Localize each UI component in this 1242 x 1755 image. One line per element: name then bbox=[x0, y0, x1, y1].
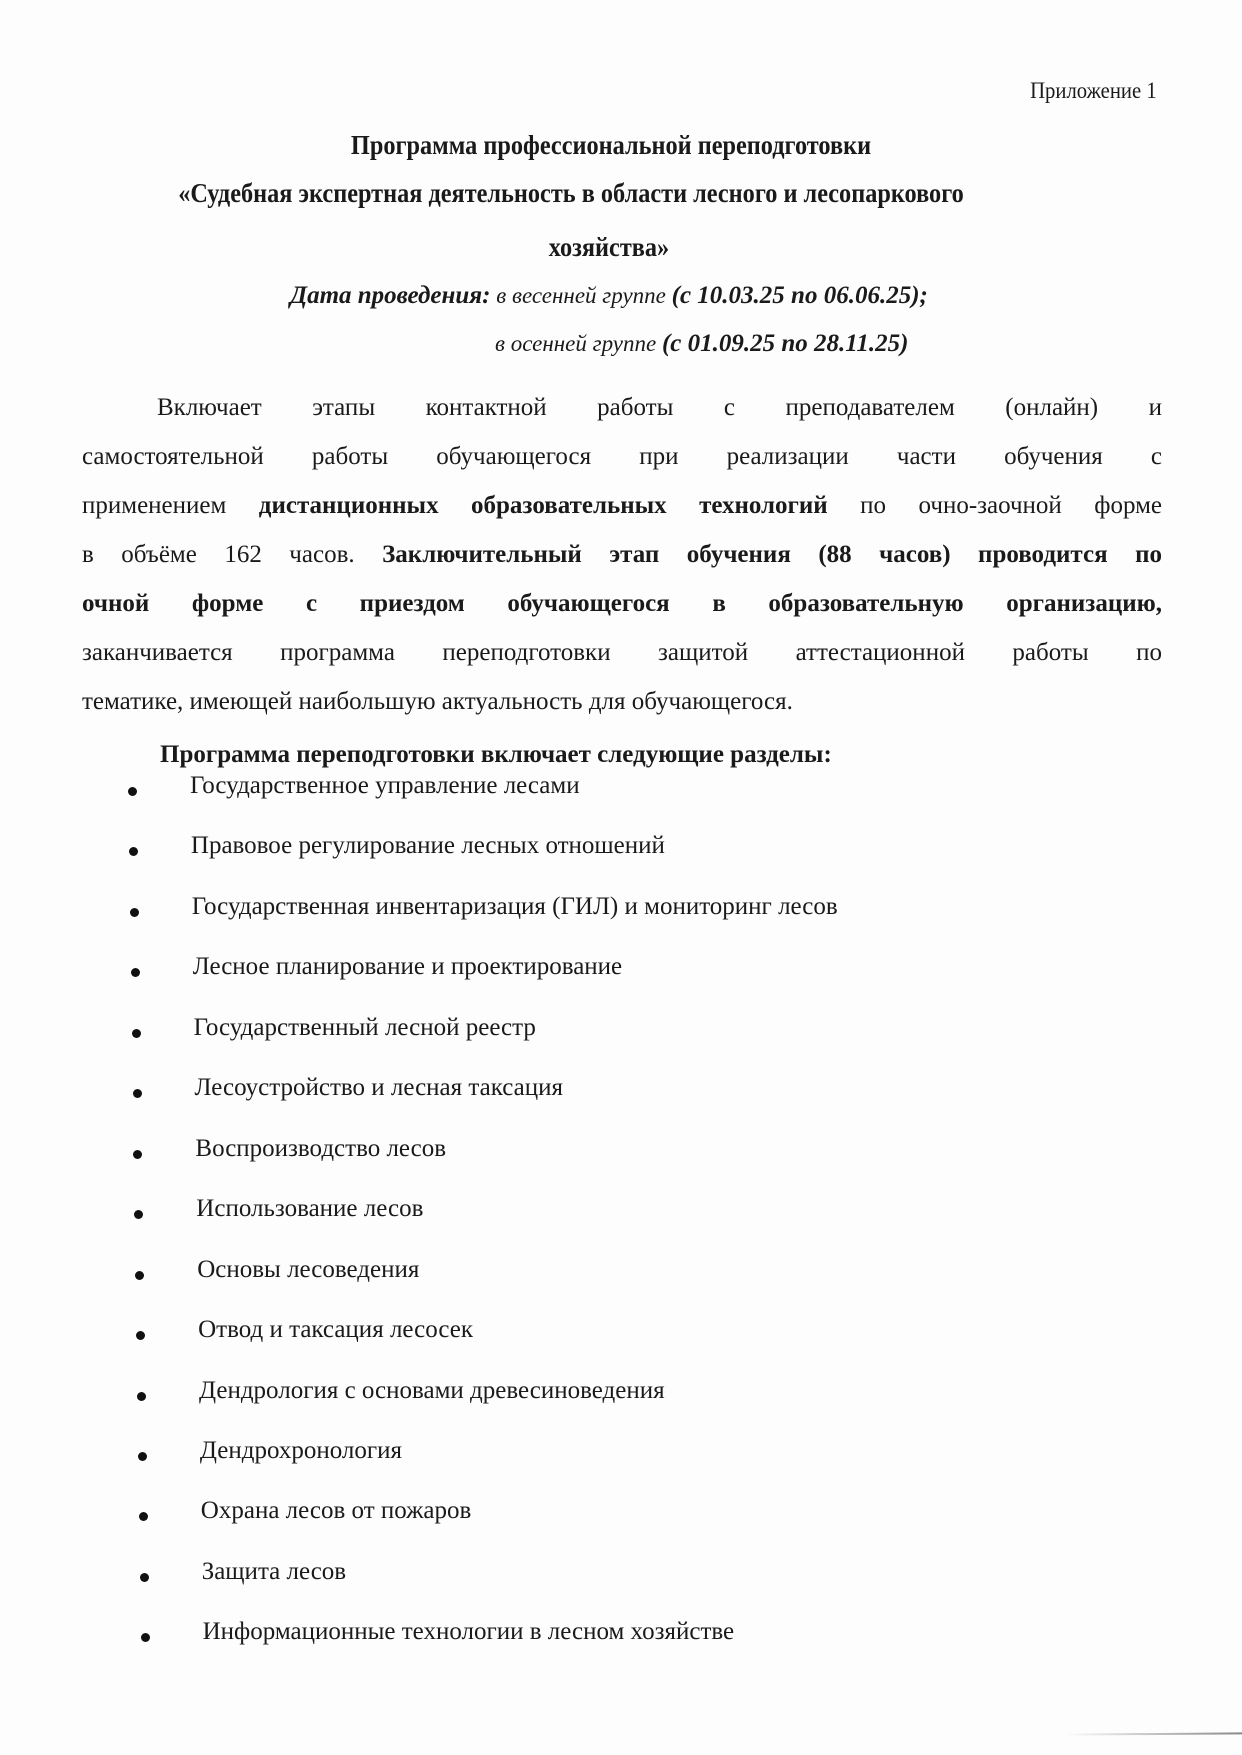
section-item-label: Государственное управление лесами bbox=[190, 772, 580, 799]
bullet-icon bbox=[138, 1452, 147, 1461]
section-item bbox=[196, 1195, 423, 1223]
dates-spring bbox=[290, 282, 928, 310]
autumn-group: в осенней группе bbox=[495, 331, 657, 356]
section-item bbox=[195, 1135, 446, 1163]
section-item-label: Дендрология с основами древесиноведения bbox=[199, 1376, 665, 1404]
section-item-label: Охрана лесов от пожаров bbox=[200, 1497, 472, 1525]
bullet-icon bbox=[141, 1633, 150, 1642]
text-run: по очно-заочной форме bbox=[827, 492, 1163, 519]
section-item bbox=[198, 1316, 473, 1344]
section-item-label: Государственный лесной реестр bbox=[193, 1013, 536, 1041]
section-item bbox=[191, 832, 665, 860]
bullet-icon bbox=[137, 1392, 146, 1401]
dates-autumn bbox=[495, 330, 909, 358]
description-line: заканчивается программа переподготовки защитой аттестационной работы по bbox=[82, 639, 1162, 666]
section-item bbox=[195, 1074, 564, 1102]
description-line: самостоятельной работы обучающегося при реализации части обучения с bbox=[82, 443, 1162, 470]
appendix-label: Приложение 1 bbox=[1030, 78, 1157, 103]
bullet-icon bbox=[140, 1573, 149, 1582]
bold-run: дистанционных образовательных технологий bbox=[258, 492, 828, 519]
description-line bbox=[82, 579, 1162, 628]
sections-heading: Программа переподготовки включает следующие разделы: bbox=[160, 741, 832, 768]
section-item-label: Информационные технологии в лесном хозяйстве bbox=[202, 1618, 735, 1646]
section-item-label: Правовое регулирование лесных отношений bbox=[190, 832, 665, 860]
section-item-label: Основы лесоведения bbox=[197, 1255, 420, 1283]
section-item bbox=[203, 1618, 735, 1646]
bold-run: Заключительный этап обучения (88 часов) проводится по bbox=[382, 541, 1162, 568]
autumn-range: (с 01.09.25 по 28.11.25) bbox=[661, 330, 909, 357]
spring-range: (с 10.03.25 по 06.06.25); bbox=[671, 282, 928, 309]
scan-edge-line bbox=[1062, 1732, 1242, 1735]
description-line bbox=[82, 481, 1162, 530]
section-item bbox=[201, 1497, 472, 1525]
bullet-icon bbox=[131, 968, 140, 977]
section-item-label: Воспроизводство лесов bbox=[195, 1134, 447, 1162]
bullet-icon bbox=[130, 908, 139, 917]
text-run: применением bbox=[82, 492, 259, 519]
description-line: тематике, имеющей наибольшую актуальность для обучающегося. bbox=[82, 688, 793, 715]
bullet-icon bbox=[129, 847, 138, 856]
bullet-icon bbox=[135, 1271, 144, 1280]
bold-run: очной форме с приездом обучающегося в образовательную организацию, bbox=[82, 590, 1162, 617]
section-item-label: Дендрохронология bbox=[199, 1436, 402, 1464]
text-run: в объёме 162 часов. bbox=[82, 541, 383, 568]
section-item bbox=[194, 1014, 536, 1042]
title-line-2: «Судебная экспертная деятельность в области лесного и лесопаркового bbox=[178, 178, 964, 208]
bullet-icon bbox=[128, 787, 137, 796]
bullet-icon bbox=[139, 1512, 148, 1521]
bullet-icon bbox=[133, 1150, 142, 1159]
bullet-icon bbox=[136, 1331, 145, 1340]
description-line: Включает этапы контактной работы с преподавателем (онлайн) и bbox=[157, 394, 1162, 421]
section-item-label: Государственная инвентаризация (ГИЛ) и мониторинг лесов bbox=[191, 892, 838, 920]
section-item bbox=[193, 953, 622, 981]
section-item bbox=[192, 893, 838, 921]
description-paragraph bbox=[82, 383, 1162, 726]
bullet-icon bbox=[134, 1210, 143, 1219]
section-item-label: Отвод и таксация лесосек bbox=[198, 1316, 473, 1344]
section-item bbox=[202, 1558, 346, 1586]
section-item bbox=[200, 1437, 402, 1465]
section-item bbox=[197, 1256, 419, 1284]
section-item-label: Использование лесов bbox=[196, 1195, 424, 1223]
section-item-label: Лесоустройство и лесная таксация bbox=[194, 1074, 564, 1102]
section-item-label: Лесное планирование и проектирование bbox=[192, 953, 623, 981]
spring-group: в весенней группе bbox=[496, 283, 666, 308]
description-line bbox=[82, 530, 1162, 579]
bullet-icon bbox=[133, 1089, 142, 1098]
title-line-1: Программа профессиональной переподготовки bbox=[350, 130, 872, 160]
section-item bbox=[190, 772, 580, 800]
title-line-3: хозяйства» bbox=[548, 232, 670, 262]
dates-label: Дата проведения: bbox=[290, 282, 491, 309]
section-item-label: Защита лесов bbox=[201, 1557, 347, 1585]
bullet-icon bbox=[132, 1029, 141, 1038]
section-item bbox=[199, 1377, 665, 1405]
